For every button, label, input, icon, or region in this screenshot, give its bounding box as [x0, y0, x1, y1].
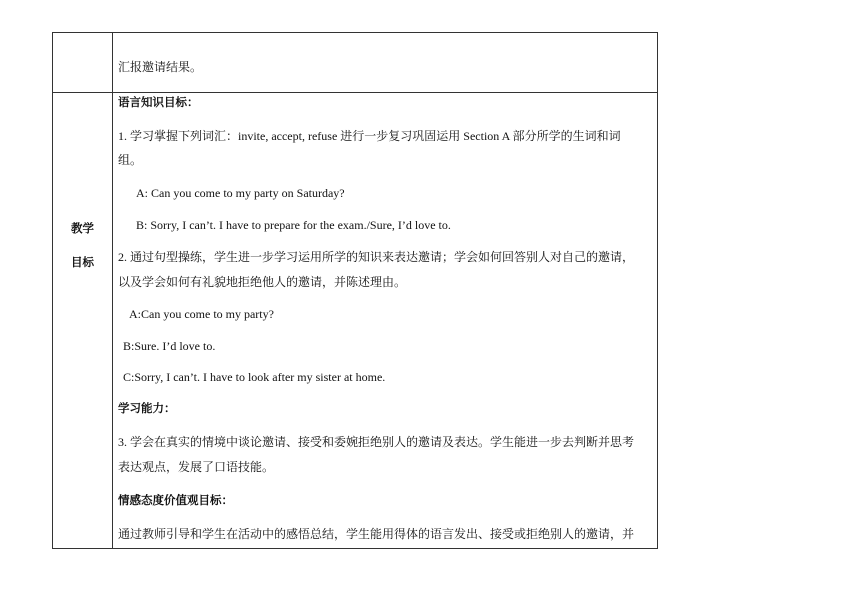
drill-c-line: C:Sorry, I can’t. I have to look after my sister at home. — [123, 370, 386, 384]
dialogue-a-line: A: Can you come to my party on Saturday? — [136, 186, 345, 200]
objective-3-line1: 3. 学会在真实的情境中谈论邀请、接受和委婉拒绝别人的邀请及表达。学生能进一步去判断并思考 — [118, 435, 635, 449]
objective-1-line1: 1. 学习掌握下列词汇：invite, accept, refuse 进行一步复习巩固运用 Section A 部分所学的生词和词 — [118, 129, 621, 143]
row-label-line1: 教学 — [71, 221, 94, 235]
heading-emotional-values: 情感态度价值观目标： — [118, 493, 233, 507]
row1-text: 汇报邀请结果。 — [118, 60, 203, 74]
drill-b-line: B:Sure. I’d love to. — [123, 339, 216, 353]
lesson-plan-table — [52, 32, 658, 549]
row-label-line2: 目标 — [71, 255, 94, 269]
drill-a-line: A:Can you come to my party? — [129, 307, 274, 321]
objective-3-line2: 表达观点，发展了口语技能。 — [118, 460, 275, 474]
objective-2-line1: 2. 通过句型操练，学生进一步学习运用所学的知识来表达邀请；学会如何回答别人对自己的邀请， — [118, 250, 635, 264]
objective-2-line2: 以及学会如何有礼貌地拒绝他人的邀请，并陈述理由。 — [118, 275, 407, 289]
row-divider — [53, 92, 657, 93]
objective-1-line2: 组。 — [118, 153, 143, 167]
dialogue-b-line: B: Sorry, I can’t. I have to prepare for the exam./Sure, I’d love to. — [136, 218, 451, 232]
values-line1: 通过教师引导和学生在活动中的感悟总结，学生能用得体的语言发出、接受或拒绝别人的邀请，并 — [118, 527, 635, 541]
column-divider — [112, 33, 113, 548]
heading-learning-ability: 学习能力： — [118, 401, 176, 415]
heading-language-knowledge: 语言知识目标： — [118, 95, 199, 109]
